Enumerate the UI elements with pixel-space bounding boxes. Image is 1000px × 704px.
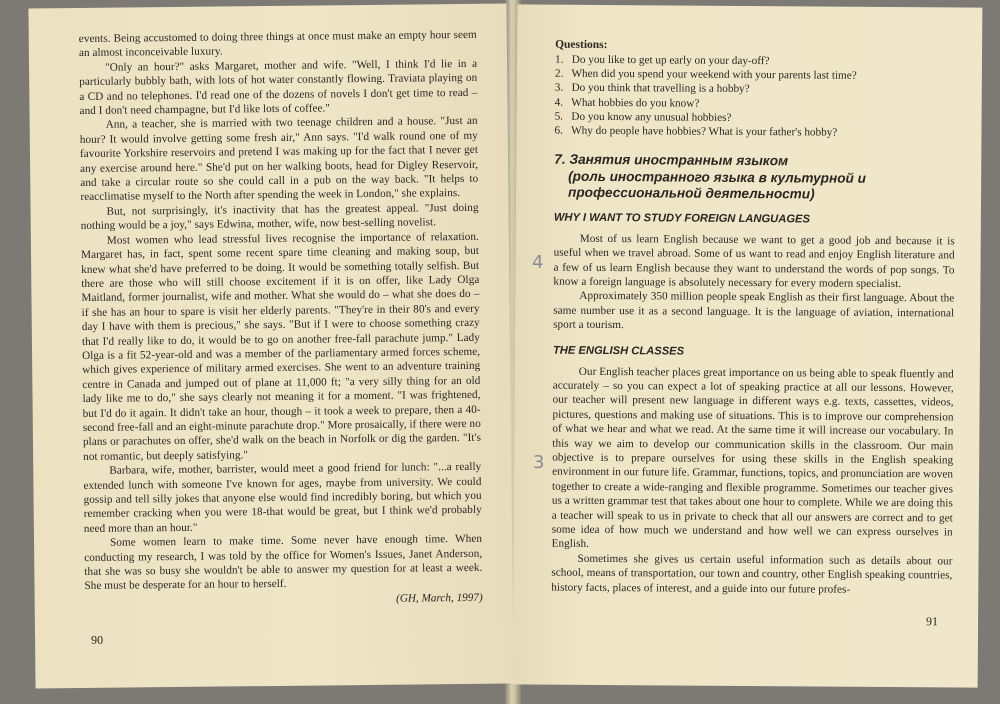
page-number-left: 90: [90, 632, 104, 647]
question-item: 6. Why do people have hobbies? What is your father's hobby?: [554, 124, 838, 139]
questions-list: [554, 53, 956, 141]
section-title-line-2: (роль иностранного языка в культурной и: [568, 168, 866, 186]
question-item: 4. What hobbies do you know?: [554, 96, 700, 110]
question-item: 1. Do you like to get up early on your day-off?: [554, 53, 770, 68]
section-title-line-1: 7. Занятия иностранным языком: [554, 151, 789, 169]
right-page: [513, 4, 983, 687]
question-item: 2. When did you spend your weekend with your parents last time?: [554, 67, 857, 82]
left-paragraph-6: Barbara, wife, mother, barrister, would meet a good friend for lunch: "...a really extended lunch with someone I've known for ages, maybe from university. We could gossip and tell silly jokes that anyone else would find incredibly boring, but which you remember cracking when you were 18-that would be great, but I think we'd probably need more than an hour.": [83, 460, 482, 535]
questions-title: Questions:: [555, 38, 608, 52]
subtitle-foreign-languages: WHY I WANT TO STUDY FOREIGN LANGUAGES: [553, 211, 811, 226]
left-paragraph-2: "Only an hour?" asks Margaret, mother and wife. "Well, I think I'd lie in a particularly bubbly bath, with lots of hot water constantly flowing. Traviata playing on a CD and no telephones. I'd read one of the dozens of novels I don't get time to read – and I don't need champagne, but I'd like lots of coffee.": [79, 57, 478, 118]
question-item: 3. Do you think that travelling is a hobby?: [554, 82, 750, 96]
right-paragraph-1: Most of us learn English because we want to get a good job and because it is useful when we travel abroad. Some of us want to read and enjoy English literature and a few of us learn English because they want to understand the words of pop songs. To know a foreign language is absolutely necessary for every modern specialist.: [553, 232, 955, 291]
page-number-right: 91: [926, 614, 939, 629]
right-paragraph-4: Sometimes she gives us certain useful information such as details about our school, means of transportation, our town and country, other English speaking countries, history facts, places of interest, and a guide into our future profes-: [551, 552, 953, 596]
left-paragraph-3: Ann, a teacher, she is married with two teenage children and a house. "Just an hour? It would involve getting some fresh air," Ann says. "I'd walk round one of my favourite Yorkshire reservoirs and pretend I was making up for the fact that I never get any exercise around here." She'd put on her walking boots, head for Digley Reservoir, and take a circular route so she could call in a pub on the way back. "It helps to reacclimatise myself to the North after spending the week in London," she explains.: [79, 115, 479, 204]
left-paragraph-5: Most women who lead stressful lives recognise the importance of relaxation. Margaret has, in fact, spent some recent spare time cleaning and making soup, but knew what she'd have preferred to be doing. It would be something totally selfish. But there are those who will still choose excitement if it is on offer, like Lady Olga Maitland, former journalist, wife and mother. What she would do – what she does do – if she has an hour to spare is visit her elderly parents. "They're in their 80's and every day I have with them is precious," she says. "But if I were to choose something crazy that I'd really like to do, it would be to go on another free-fall parachute jump." Lady Olga is a fit 52-year-old and was a member of the parliamentary armed forces scheme, which gives experience of military armed exercises. She went to an adventure training centre in Canada and jumped out of plane at 11,000 ft; "a very silly thing for an old lady like me to do," she says clearly not meaning it for a moment. "I was frightened, but I'd do it again. It didn't take an hour, though – it took a week to prepare, then a 40-second free-fall and an eight-minute parachute drop." More prosaically, if there were no plans or parachutes on offer, she'd walk on the beach in Norfolk or dig the garden. "It's not romantic, but deeply satisfying.": [80, 230, 482, 463]
right-paragraph-2: Approximately 350 million people speak English as their first language. About the same number use it as a second language. It is the language of aviation, international sport a tourism.: [553, 290, 955, 332]
left-paragraph-1: events. Being accustomed to doing three things at once must make an empty hour seem an almost inconceivable luxury.: [78, 28, 477, 60]
left-paragraph-4: But, not surprisingly, it's inactivity that has the greatest appeal. "Just doing nothing would be a joy," says Edwina, mother, wife, now best-selling novelist.: [80, 201, 479, 233]
section-title-line-3: профессиональной деятельности): [568, 184, 815, 202]
subtitle-english-classes: THE ENGLISH CLASSES: [552, 344, 685, 358]
question-item: 5. Do you know any unusual hobbies?: [554, 110, 732, 124]
section-title: [554, 152, 955, 204]
citation: (GH, March, 1997): [395, 591, 483, 605]
pencil-mark-4: 4: [532, 252, 544, 273]
right-paragraph-3: Our English teacher places great importance on us being able to speak fluently and accurately – so you can expect a lot of speaking practice at all our lessons. However, our teacher will present new language in different ways e.g. texts, cassettes, videos, pictures, questions and making use of situations. This is to improve our comprehension of what we hear and what we read. At the same time it will increase our vocabulary. In this way we aim to develop our communication skills in the classroom. Our main objective is to prepare ourselves for using these skills in the English speaking environment in our future life. Grammar, functions, topics, and pronunciation are woven together to create a wide-ranging and flexible programme. Sometimes our teacher gives us a written grammar test that takes about one hour to complete. While we are doing this a teacher will speak to us in private to check that all our answers are correct and to get some idea of how much we understand and how well we can express ourselves in English.: [551, 365, 954, 551]
left-paragraph-7: Some women learn to make time. Some never have enough time. When conducting my research, I was told by the office for Women's Issues, Janet Anderson, that she was so busy she wouldn't be able to answer my question for at least a week. She must be desperate for an hour to herself.: [84, 533, 483, 593]
pencil-mark-3: 3: [533, 452, 545, 473]
left-page: [28, 4, 513, 689]
